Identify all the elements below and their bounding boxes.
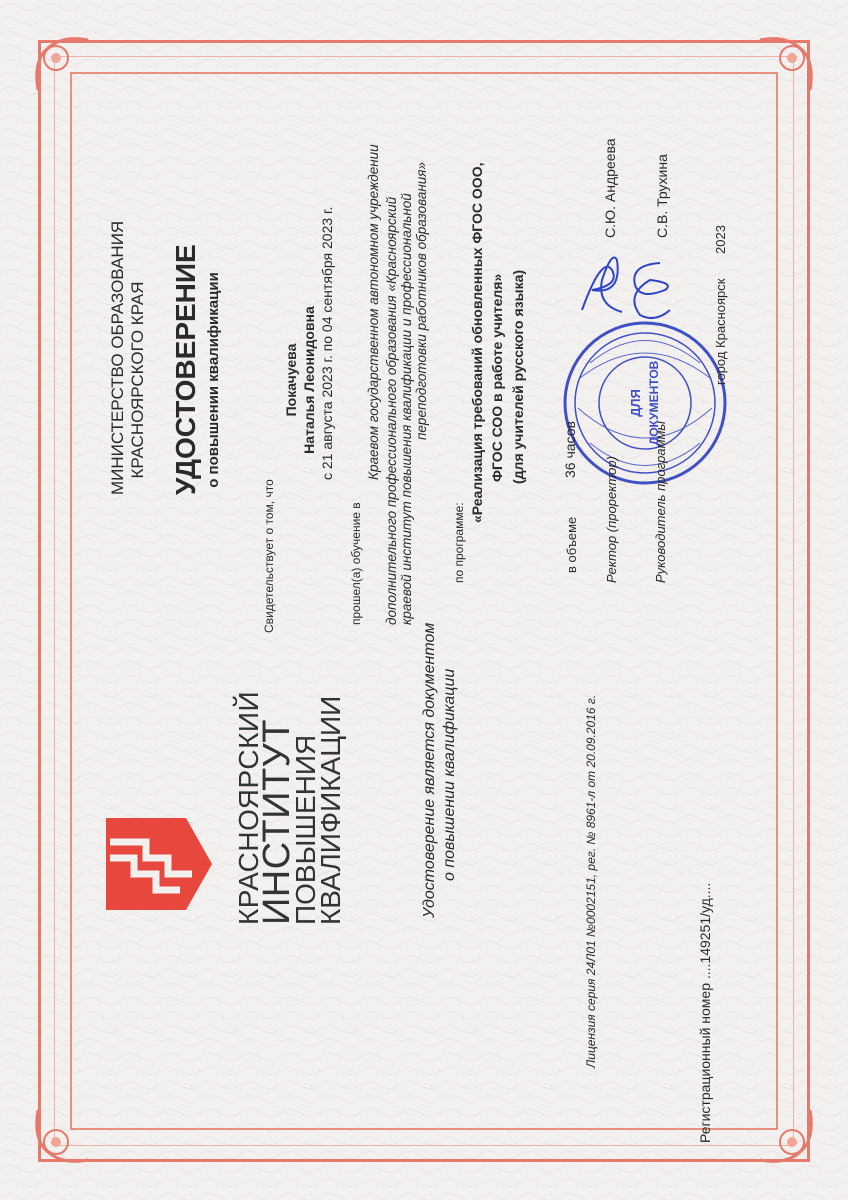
institute-name-line2: ИНСТИТУТ — [256, 718, 298, 925]
certifies-text: Свидетельствует о том, что — [262, 479, 276, 633]
city: город Красноярск — [713, 278, 728, 385]
rector-label: Ректор (проректор) — [604, 456, 619, 583]
rector-name: С.Ю. Андреева — [602, 138, 618, 238]
recipient-name: Наталья Леонидовна — [301, 306, 317, 454]
license-info: Лицензия серия 24Л01 №0002151, рег. № 8961-л от 20.09.2016 г. — [584, 694, 598, 1068]
document-subtitle: о повышении квалификации — [205, 272, 222, 488]
program-title-line3: (для учителей русского языка) — [510, 269, 526, 484]
registration-number: Регистрационный номер ....149251/уд.... — [697, 882, 713, 1143]
organization-line1: Краевом государственном автономном учреждении — [366, 144, 381, 480]
document-note-line2: о повышении квалификации — [441, 668, 458, 881]
ministry-line2: КРАСНОЯРСКОГО КРАЯ — [128, 281, 147, 479]
seal-center-word: ДЛЯ — [628, 389, 643, 417]
program-head-name: С.В. Трухина — [654, 154, 670, 238]
ministry-line1: МИНИСТЕРСТВО ОБРАЗОВАНИЯ — [108, 220, 127, 495]
program-title-line1: «Реализация требований обновленных ФГОС ООО, — [469, 162, 485, 523]
volume-label: в объеме — [564, 516, 579, 573]
organization-line3: краевой институт повышения квалификации и профессиональной — [399, 193, 414, 625]
institute-name-line4: КВАЛИФИКАЦИИ — [315, 695, 346, 925]
program-head-label: Руководитель программы — [653, 421, 668, 583]
program-title-line2: ФГОС СОО в работе учителя» — [489, 273, 505, 482]
training-dates: с 21 августа 2023 г. по 04 сентября 2023 г. — [319, 206, 335, 480]
organization-line4: переподготовки работников образования» — [414, 162, 429, 440]
document-note-line1: Удостоверение является документом — [421, 622, 438, 918]
organization-line2: дополнительного профессионального образования «Красноярский — [384, 196, 399, 625]
institute-name-line1: КРАСНОЯРСКИЙ — [233, 690, 264, 925]
recipient-surname: Покачуева — [283, 343, 299, 417]
passed-training-text: прошел(а) обучение в — [349, 502, 363, 625]
document-title: УДОСТОВЕРЕНИЕ — [170, 244, 201, 495]
seal-center-word: ДОКУМЕНТОВ — [647, 360, 661, 446]
program-label: по программе: — [452, 502, 466, 583]
volume-value: 36 часов — [562, 421, 578, 478]
issue-year: 2023 — [713, 225, 728, 254]
institute-name-line3: ПОВЫШЕНИЯ — [290, 734, 321, 925]
